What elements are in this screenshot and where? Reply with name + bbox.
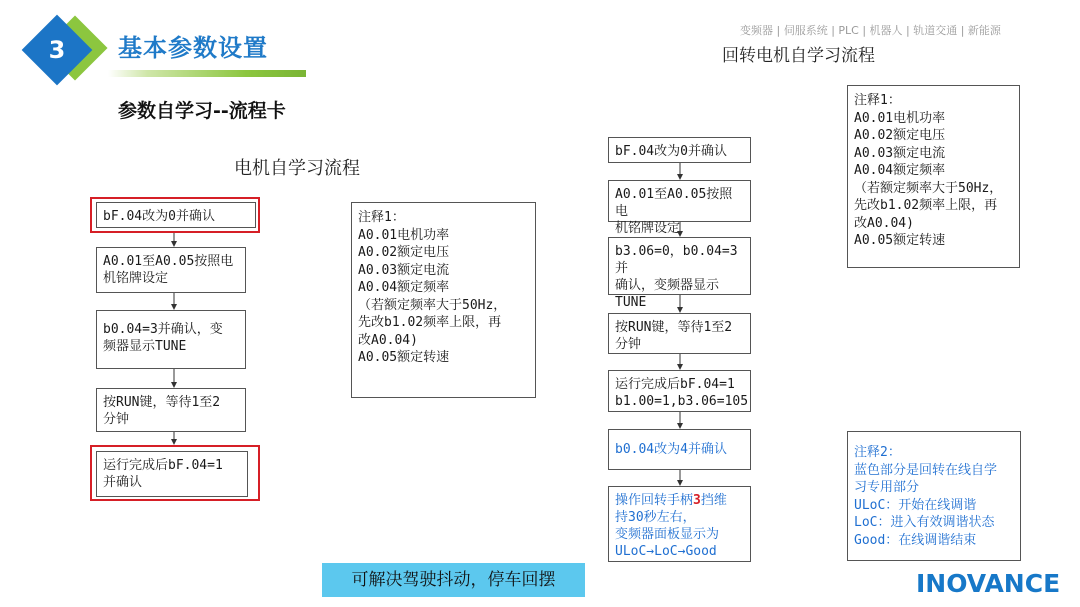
footer-banner: 可解决驾驶抖动，停车回摆 [322,563,585,597]
right-step-7-text-a: 操作回转手柄 [615,493,694,508]
left-step-4: 按RUN键，等待1至2 分钟 [96,388,246,432]
top-nav-text: 变频器 | 伺服系统 | PLC | 机器人 | 轨道交通 | 新能源 [740,24,1001,37]
right-note-2: 注释2： 蓝色部分是回转在线自学 习专用部分 ULoC：开始在线调谐 LoC：进入有效调谐状态 Good：在线调谐结束 [847,431,1021,561]
section-title: 基本参数设置 [118,34,268,62]
right-step-1: bF.04改为0并确认 [608,137,751,163]
right-step-2: A0.01至A0.05按照电 机铭牌设定 [608,180,751,222]
left-step-3: b0.04=3并确认，变 频器显示TUNE [96,310,246,369]
right-step-3: b3.06=0，b0.04=3并 确认，变频器显示 TUNE [608,237,751,295]
right-flow-title: 回转电机自学习流程 [722,46,875,66]
right-step-6: b0.04改为4并确认 [608,429,751,470]
right-note-1: 注释1： A0.01电机功率 A0.02额定电压 A0.03额定电流 A0.04额定频率 （若额定频率大于50Hz， 先改b1.02频率上限，再 改A0.04) A0.05额定转速 [847,85,1020,268]
left-step-5: 运行完成后bF.04=1 并确认 [96,451,248,497]
left-flow-title: 电机自学习流程 [234,158,360,179]
right-step-5: 运行完成后bF.04=1 b1.00=1,b3.06=105 [608,370,751,412]
section-number: 3 [48,36,66,64]
slide-subtitle: 参数自学习--流程卡 [118,100,286,122]
right-step-4: 按RUN键，等待1至2 分钟 [608,313,751,354]
right-step-7-gear-number: 3 [693,493,701,508]
left-step-1: bF.04改为0并确认 [96,202,256,228]
right-step-7-text-b: 挡维 持30秒左右， 变频器面板显示为 ULoC→LoC→Good [615,493,727,559]
brand-logo: INOVANCE [916,569,1061,598]
left-step-2: A0.01至A0.05按照电 机铭牌设定 [96,247,246,293]
left-note-1: 注释1： A0.01电机功率 A0.02额定电压 A0.03额定电流 A0.04额定频率 （若额定频率大于50Hz， 先改b1.02频率上限，再 改A0.04) A0.05额定转速 [351,202,536,398]
